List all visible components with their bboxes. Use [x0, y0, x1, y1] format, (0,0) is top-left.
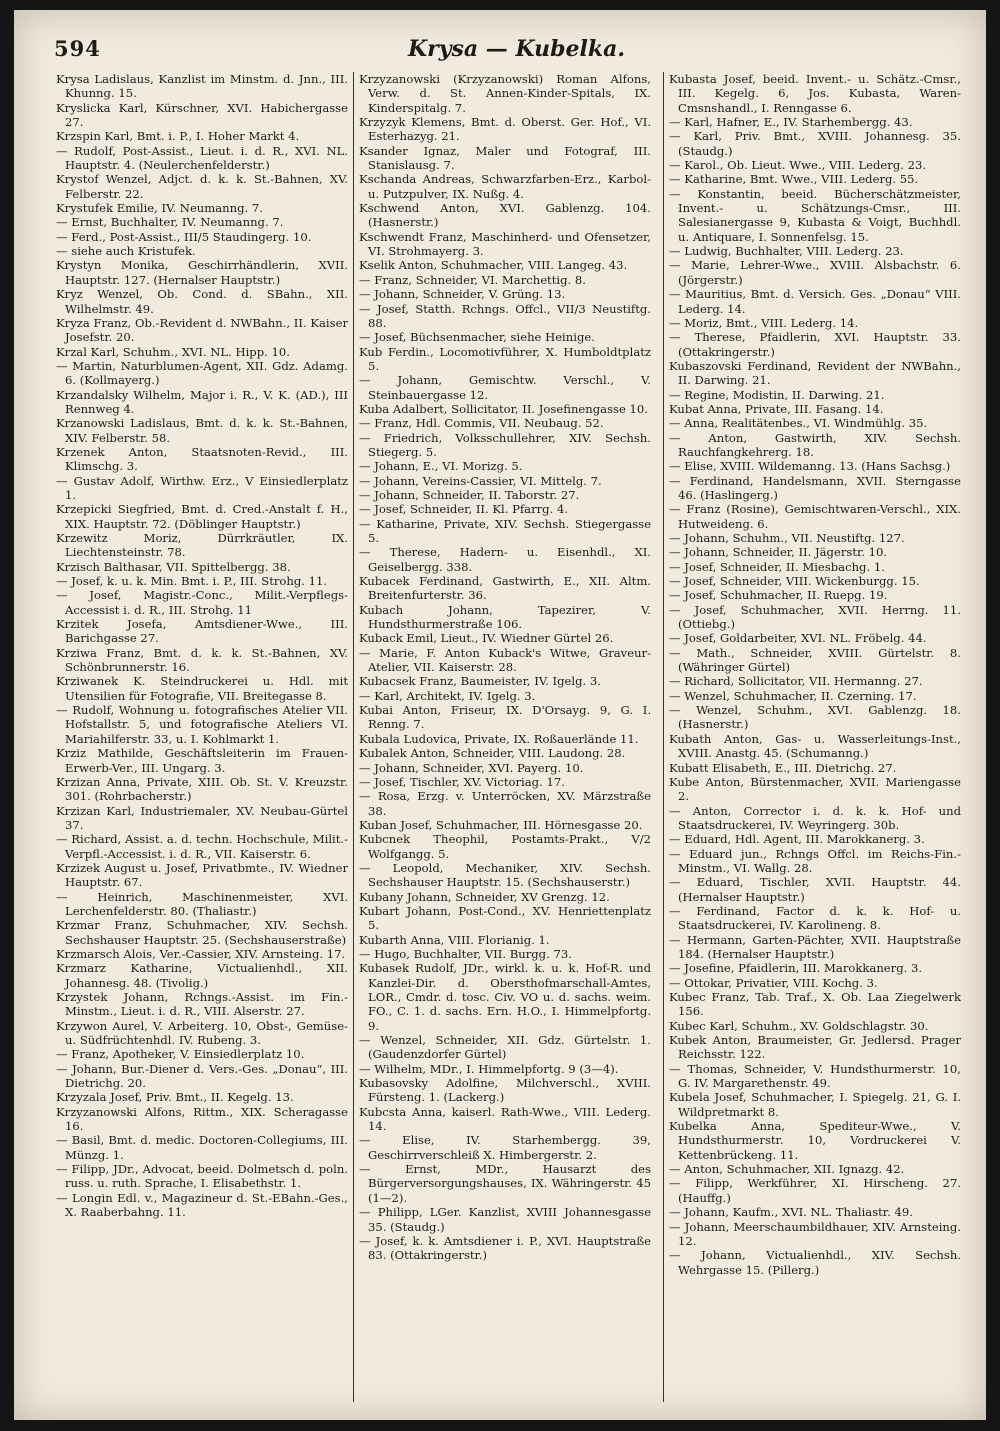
directory-columns	[56, 72, 981, 1407]
directory-entry: Kschwend Anton, XVI. Gablenzg. 104. (Hasnerstr.)	[359, 201, 651, 230]
directory-column-3	[669, 72, 961, 1407]
directory-entry: Kubacsek Franz, Baumeister, IV. Igelg. 3.	[359, 674, 601, 689]
directory-entry: — Ernst, Buchhalter, IV. Neumanng. 7.	[56, 215, 284, 230]
directory-entry: Kubai Anton, Friseur, IX. D'Orsayg. 9, G. I. Renng. 7.	[359, 703, 651, 732]
directory-entry: Kubacek Ferdinand, Gastwirth, E., XII. Altm. Breitenfurterstr. 36.	[359, 574, 651, 603]
directory-entry: — Karl, Priv. Bmt., XVIII. Johannesg. 35. (Staudg.)	[669, 129, 961, 158]
directory-entry: — Josef, Tischler, XV. Victoriag. 17.	[359, 774, 565, 789]
column-divider	[353, 72, 354, 1402]
directory-entry: Krzystek Johann, Rchngs.-Assist. im Fin.-Minstm., Lieut. i. d. R., VIII. Alserstr. 27.	[56, 990, 348, 1019]
directory-entry: — Friedrich, Volksschullehrer, XIV. Sechsh. Stiegerg. 5.	[359, 430, 651, 459]
directory-entry: Kubcsta Anna, kaiserl. Rath-Wwe., VIII. Lederg. 14.	[359, 1104, 651, 1134]
directory-entry: Krziwanek K. Steindruckerei u. Hdl. mit Utensilien für Fotografie, VII. Breitegasse 8.	[56, 674, 348, 703]
directory-entry: — Josef, Magistr.-Conc., Milit.-Verpflegs-Accessist i. d. R., III. Strohg. 11	[56, 588, 348, 617]
directory-entry: — Konstantin, beeid. Bücherschätzmeister, Invent.- u. Schätzungs-Cmsr., III. Salesianergasse 9, Kubasta & Voigt, Buchhdl. u. Antiquare, I. Sonnenfelsg. 15.	[669, 186, 961, 244]
directory-entry: Krziwa Franz, Bmt. d. k. k. St.-Bahnen, XV. Schönbrunnerstr. 16.	[56, 645, 348, 675]
directory-entry: — Johann, Meerschaumbildhauer, XIV. Arnsteing. 12.	[669, 1219, 961, 1248]
directory-entry: Krzmarz Katharine, Victualienhdl., XII. Johannesg. 48. (Tivolig.)	[56, 961, 348, 990]
directory-entry: Krzyzanowski (Krzyzanowski) Roman Alfons, Verw. d. St. Annen-Kinder-Spitals, IX. Kinderspitalg. 7.	[359, 72, 651, 115]
directory-entry: — Anton, Corrector i. d. k. k. Hof- und Staatsdruckerei, IV. Weyringerg. 30b.	[669, 803, 961, 832]
directory-entry: Krystufek Emilie, IV. Neumanng. 7.	[56, 201, 263, 216]
directory-entry: — Richard, Assist. a. d. techn. Hochschule, Milit.-Verpfl.-Accessist. i. d. R., VII. Kaiserstr. 6.	[56, 832, 348, 861]
directory-entry: — Rudolf, Wohnung u. fotografisches Atelier VII. Hofstallstr. 5, und fotografische Ateliers VI. Mariahilferstr. 33, u. I. Kohlmarkt 1.	[56, 703, 348, 746]
directory-entry: — Rudolf, Post-Assist., Lieut. i. d. R., XVI. NL. Hauptstr. 4. (Neulerchenfelderstr.)	[56, 143, 348, 173]
directory-page	[14, 10, 986, 1420]
directory-entry: — Franz, Schneider, VI. Marchettig. 8.	[359, 272, 586, 287]
directory-entry: — Johann, Schneider, II. Taborstr. 27.	[359, 487, 580, 502]
directory-entry: Kub Ferdin., Locomotivführer, X. Humboldtplatz 5.	[359, 344, 651, 373]
directory-entry: — Eduard jun., Rchngs Offcl. im Reichs-Fin.-Minstm., VI. Wallg. 28.	[669, 846, 961, 875]
directory-entry: Ksander Ignaz, Maler und Fotograf, III. Stanislausg. 7.	[359, 143, 651, 173]
directory-entry: — Josef, Schneider, II. Miesbachg. 1.	[669, 559, 885, 574]
directory-entry: Kuback Emil, Lieut., IV. Wiedner Gürtel 26.	[359, 631, 614, 646]
directory-entry: Krzmar Franz, Schuhmacher, XIV. Sechsh. Sechshauser Hauptstr. 25. (Sechshauserstraße)	[56, 918, 348, 947]
directory-entry: — Johann, Schuhm., VII. Neustiftg. 127.	[669, 531, 905, 545]
directory-entry: — Elise, XVIII. Wildemanng. 13. (Hans Sachsg.)	[669, 459, 951, 474]
directory-entry: — Josef, Büchsenmacher, siehe Heinige.	[359, 330, 595, 345]
directory-entry: — Johann, Kaufm., XVI. NL. Thaliastr. 49.	[669, 1205, 913, 1220]
directory-entry: Kubach Johann, Tapezirer, V. Hundsthurmerstraße 106.	[359, 602, 651, 632]
directory-entry: — Katharine, Private, XIV. Sechsh. Stiegergasse 5.	[359, 516, 651, 545]
directory-entry: — Therese, Pfaidlerin, XVI. Hauptstr. 33. (Ottakringerstr.)	[669, 330, 961, 359]
directory-entry: Krysa Ladislaus, Kanzlist im Minstm. d. Jnn., III. Khunng. 15.	[56, 72, 348, 101]
directory-entry: Kubart Johann, Post-Cond., XV. Henriettenplatz 5.	[359, 903, 651, 933]
directory-entry: — Mauritius, Bmt. d. Versich. Ges. „Donau“ VIII. Lederg. 14.	[669, 287, 961, 316]
directory-entry: Kubath Anton, Gas- u. Wasserleitungs-Inst., XVIII. Anastg. 45. (Schumanng.)	[669, 731, 961, 761]
directory-entry: Kubelka Anna, Spediteur-Wwe., V. Hundsthurmerstr. 10, Vordruckerei V. Kettenbrückeng. 11.	[669, 1119, 961, 1162]
directory-entry: Kubela Josef, Schuhmacher, I. Spiegelg. 21, G. I. Wildpretmarkt 8.	[669, 1090, 961, 1119]
directory-entry: Krzisch Balthasar, VII. Spittelbergg. 38.	[56, 559, 291, 574]
directory-entry: — Johann, Gemischtw. Verschl., V. Steinbauergasse 12.	[359, 373, 651, 402]
directory-entry: — Marie, Lehrer-Wwe., XVIII. Alsbachstr. 6. (Jörgerstr.)	[669, 258, 961, 287]
directory-entry: Krzal Karl, Schuhm., XVI. NL. Hipp. 10.	[56, 344, 290, 359]
directory-entry: Krzmarsch Alois, Ver.-Cassier, XIV. Arnsteing. 17.	[56, 946, 346, 961]
directory-entry: — Josef, Schneider, II. Kl. Pfarrg. 4.	[359, 502, 569, 517]
directory-entry: Kryslicka Karl, Kürschner, XVI. Habichergasse 27.	[56, 100, 348, 130]
directory-entry: — Ernst, MDr., Hausarzt des Bürgerversorgungshauses, IX. Währingerstr. 45 (1—2).	[359, 1162, 651, 1205]
directory-entry: — Philipp, LGer. Kanzlist, XVIII Johannesgasse 35. (Staudg.)	[359, 1205, 651, 1234]
directory-entry: Krzitek Josefa, Amtsdiener-Wwe., III. Barichgasse 27.	[56, 617, 348, 646]
directory-entry: Kuba Adalbert, Sollicitator, II. Josefinengasse 10.	[359, 401, 648, 416]
directory-column-2	[359, 72, 651, 1407]
directory-entry: — Heinrich, Maschinenmeister, XVI. Lerchenfelderstr. 80. (Thaliastr.)	[56, 889, 348, 918]
directory-entry: Kubec Franz, Tab. Traf., X. Ob. Laa Ziegelwerk 156.	[669, 990, 961, 1019]
directory-entry: — Johann, Schneider, V. Grüng. 13.	[359, 287, 566, 302]
directory-entry: — Josef, k. k. Amtsdiener i. P., XVI. Hauptstraße 83. (Ottakringerstr.)	[359, 1233, 651, 1263]
directory-entry: — Leopold, Mechaniker, XIV. Sechsh. Sechshauser Hauptstr. 15. (Sechshauserstr.)	[359, 860, 651, 890]
directory-entry: — Martin, Naturblumen-Agent, XII. Gdz. Adamg. 6. (Kollmayerg.)	[56, 358, 348, 388]
directory-column-1	[56, 72, 348, 1407]
directory-entry: — Wenzel, Schneider, XII. Gdz. Gürtelstr. 1. (Gaudenzdorfer Gürtel)	[359, 1033, 651, 1062]
directory-entry: Krzepicki Siegfried, Bmt. d. Cred.-Anstalt f. H., XIX. Hauptstr. 72. (Döblinger Hauptstr.)	[56, 502, 348, 531]
directory-entry: — Moriz, Bmt., VIII. Lederg. 14.	[669, 315, 859, 330]
directory-entry: Krystof Wenzel, Adjct. d. k. k. St.-Bahnen, XV. Felberstr. 22.	[56, 172, 348, 201]
directory-entry: Kubcnek Theophil, Postamts-Prakt., V/2 Wolfgangg. 5.	[359, 832, 651, 861]
directory-entry: Kubarth Anna, VIII. Florianig. 1.	[359, 932, 550, 947]
directory-entry: — Karol., Ob. Lieut. Wwe., VIII. Lederg. 23.	[669, 158, 927, 173]
directory-entry: — Ferdinand, Handelsmann, XVII. Sterngasse 46. (Haslingerg.)	[669, 473, 961, 502]
directory-entry: Krzanowski Ladislaus, Bmt. d. k. k. St.-Bahnen, XIV. Felberstr. 58.	[56, 416, 348, 445]
directory-entry: — Josef, k. u. k. Min. Bmt. i. P., III. Strohg. 11.	[56, 574, 328, 589]
directory-entry: Kubat Anna, Private, III. Fasang. 14.	[669, 401, 884, 416]
directory-entry: — Wilhelm, MDr., I. Himmelpfortg. 9 (3—4).	[359, 1061, 619, 1076]
directory-entry: — Karl, Architekt, IV. Igelg. 3.	[359, 688, 536, 703]
directory-entry: — Katharine, Bmt. Wwe., VIII. Lederg. 55.	[669, 172, 919, 187]
directory-entry: Kselik Anton, Schuhmacher, VIII. Langeg. 43.	[359, 258, 628, 273]
directory-entry: — Josef, Schuhmacher, II. Ruepg. 19.	[669, 588, 888, 603]
directory-entry: Kubany Johann, Schneider, XV Grenzg. 12.	[359, 889, 610, 904]
directory-entry: — Math., Schneider, XVIII. Gürtelstr. 8. (Währinger Gürtel)	[669, 645, 961, 675]
directory-entry: Kuban Josef, Schuhmacher, III. Hörnesgasse 20.	[359, 817, 643, 832]
directory-entry: — Johann, E., VI. Morizg. 5.	[359, 459, 523, 474]
directory-entry: — Gustav Adolf, Wirthw. Erz., V Einsiedlerplatz 1.	[56, 473, 348, 502]
directory-entry: — Marie, F. Anton Kuback's Witwe, Graveur-Atelier, VII. Kaiserstr. 28.	[359, 645, 651, 675]
directory-entry: Kubaszovski Ferdinand, Revident der NWBahn., II. Darwing. 21.	[669, 358, 961, 388]
directory-entry: — Filipp, Werkführer, XI. Hirscheng. 27. (Hauffg.)	[669, 1176, 961, 1205]
directory-entry: — Ferdinand, Factor d. k. k. Hof- u. Staatsdruckerei, IV. Karolineng. 8.	[669, 903, 961, 933]
directory-entry: — Karl, Hafner, E., IV. Starhembergg. 43.	[669, 115, 913, 130]
directory-entry: Kubec Karl, Schuhm., XV. Goldschlagstr. 30.	[669, 1018, 929, 1033]
directory-entry: — Ferd., Post-Assist., III/5 Staudingerg. 10.	[56, 229, 312, 244]
directory-entry: Krzizek August u. Josef, Privatbmte., IV. Wiedner Hauptstr. 67.	[56, 860, 348, 890]
page-header	[54, 36, 979, 66]
directory-entry: — Ludwig, Buchhalter, VIII. Lederg. 23.	[669, 244, 904, 259]
directory-entry: — Rosa, Erzg. v. Unterröcken, XV. Märzstraße 38.	[359, 789, 651, 818]
directory-entry: — Johann, Victualienhdl., XIV. Sechsh. Wehrgasse 15. (Pillerg.)	[669, 1248, 961, 1277]
directory-entry: — Ottokar, Privatier, VIII. Kochg. 3.	[669, 975, 878, 990]
directory-entry: — siehe auch Kristufek.	[56, 244, 196, 259]
directory-entry: Kschanda Andreas, Schwarzfarben-Erz., Karbol- u. Putzpulver, IX. Nußg. 4.	[359, 172, 651, 201]
directory-entry: Kryz Wenzel, Ob. Cond. d. SBahn., XII. Wilhelmstr. 49.	[56, 287, 348, 316]
directory-entry: Kubala Ludovica, Private, IX. Roßauerlände 11.	[359, 731, 639, 746]
directory-entry: — Wenzel, Schuhmacher, II. Czerning. 17.	[669, 688, 917, 703]
directory-entry: Krzenek Anton, Staatsnoten-Revid., III. Klimschg. 3.	[56, 444, 348, 474]
directory-entry: Krzyzyk Klemens, Bmt. d. Oberst. Ger. Hof., VI. Esterhazyg. 21.	[359, 115, 651, 144]
directory-entry: — Richard, Sollicitator, VII. Hermanng. 27.	[669, 674, 923, 689]
directory-entry: Krzandalsky Wilhelm, Major i. R., V. K. (AD.), III Rennweg 4.	[56, 387, 348, 416]
directory-entry: — Filipp, JDr., Advocat, beeid. Dolmetsch d. poln. russ. u. ruth. Sprache, I. Elisabethstr. 1.	[56, 1162, 348, 1191]
directory-entry: Kubasta Josef, beeid. Invent.- u. Schätz.-Cmsr., III. Kegelg. 6, Jos. Kubasta, Waren-Cmsnshandl., I. Renngasse 6.	[669, 72, 961, 115]
running-head: Krysa — Kubelka.	[408, 36, 625, 62]
directory-entry: Kubek Anton, Braumeister, Gr. Jedlersd. Prager Reichsstr. 122.	[669, 1033, 961, 1062]
directory-entry: Kubasovsky Adolfine, Milchverschl., XVIII. Fürsteng. 1. (Lackerg.)	[359, 1076, 651, 1105]
directory-entry: Krzyzanowski Alfons, Rittm., XIX. Scheragasse 16.	[56, 1104, 348, 1134]
directory-entry: — Johann, Bur.-Diener d. Vers.-Ges. „Donau“, III. Dietrichg. 20.	[56, 1061, 348, 1091]
directory-entry: — Franz, Apotheker, V. Einsiedlerplatz 10.	[56, 1047, 305, 1062]
directory-entry: Krzewitz Moriz, Dürrkräutler, IX. Liechtensteinstr. 78.	[56, 531, 348, 560]
directory-entry: — Wenzel, Schuhm., XVI. Gablenzg. 18. (Hasnerstr.)	[669, 703, 961, 732]
directory-entry: — Franz, Hdl. Commis, VII. Neubaug. 52.	[359, 416, 604, 431]
directory-entry: Krzizan Karl, Industriemaler, XV. Neubau-Gürtel 37.	[56, 803, 348, 832]
directory-entry: Kubalek Anton, Schneider, VIII. Laudong. 28.	[359, 746, 626, 761]
directory-entry: — Eduard, Hdl. Agent, III. Marokkanerg. 3.	[669, 832, 925, 847]
directory-entry: — Johann, Schneider, II. Jägerstr. 10.	[669, 545, 888, 560]
directory-entry: — Hugo, Buchhalter, VII. Burgg. 73.	[359, 946, 572, 961]
directory-entry: Kschwendt Franz, Maschinherd- und Ofensetzer, VI. Strohmayerg. 3.	[359, 229, 651, 259]
directory-entry: — Josef, Statth. Rchngs. Offcl., VII/3 Neustiftg. 88.	[359, 301, 651, 330]
directory-entry: Kube Anton, Bürstenmacher, XVII. Mariengasse 2.	[669, 774, 961, 804]
directory-entry: — Regine, Modistin, II. Darwing. 21.	[669, 387, 885, 402]
directory-entry: Krziz Mathilde, Geschäftsleiterin im Frauen-Erwerb-Ver., III. Ungarg. 3.	[56, 746, 348, 775]
directory-entry: — Josef, Schuhmacher, XVII. Herrng. 11. (Ottiebg.)	[669, 602, 961, 632]
directory-entry: — Josef, Goldarbeiter, XVI. NL. Fröbelg. 44.	[669, 631, 927, 646]
directory-entry: — Anton, Schuhmacher, XII. Ignazg. 42.	[669, 1162, 905, 1177]
directory-entry: — Therese, Hadern- u. Eisenhdl., XI. Geiselbergg. 338.	[359, 545, 651, 574]
directory-entry: Kubasek Rudolf, JDr., wirkl. k. u. k. Hof-R. und Kanzlei-Dir. d. Obersthofmarschall-Amtes, LOR., Cmdr. d. tosc. Civ. VO u. d. sachs. weim. FO., C. 1. d. sachs. Ern. H.O., I. Himmelpfortg. 9.	[359, 961, 651, 1033]
directory-entry: — Thomas, Schneider, V. Hundsthurmerstr. 10, G. IV. Margarethenstr. 49.	[669, 1061, 961, 1091]
directory-entry: Krystyn Monika, Geschirrhändlerin, XVII. Hauptstr. 127. (Hernalser Hauptstr.)	[56, 258, 348, 287]
directory-entry: — Josef, Schneider, VIII. Wickenburgg. 15.	[669, 574, 920, 589]
directory-entry: Krzywon Aurel, V. Arbeiterg. 10, Obst-, Gemüse- u. Südfrüchtenhdl. IV. Rubeng. 3.	[56, 1018, 348, 1048]
directory-entry: Kubatt Elisabeth, E., III. Dietrichg. 27.	[669, 760, 897, 775]
directory-entry: — Josefine, Pfaidlerin, III. Marokkanerg. 3.	[669, 961, 923, 976]
directory-entry: Krzspin Karl, Bmt. i. P., I. Hoher Markt 4.	[56, 129, 300, 144]
directory-entry: — Johann, Vereins-Cassier, VI. Mittelg. 7.	[359, 473, 602, 488]
directory-entry: — Franz (Rosine), Gemischtwaren-Verschl., XIX. Hutweideng. 6.	[669, 502, 961, 531]
column-divider	[663, 72, 664, 1402]
directory-entry: — Johann, Schneider, XVI. Payerg. 10.	[359, 760, 584, 775]
directory-entry: — Eduard, Tischler, XVII. Hauptstr. 44. (Hernalser Hauptstr.)	[669, 875, 961, 904]
directory-entry: — Anna, Realitätenbes., VI. Windmühlg. 35.	[669, 416, 928, 431]
directory-entry: — Basil, Bmt. d. medic. Doctoren-Collegiums, III. Münzg. 1.	[56, 1133, 348, 1162]
page-number: 594	[54, 36, 101, 61]
directory-entry: — Longin Edl. v., Magazineur d. St.-EBahn.-Ges., X. Raaberbahng. 11.	[56, 1190, 348, 1220]
directory-entry: — Anton, Gastwirth, XIV. Sechsh. Rauchfangkehrerg. 18.	[669, 430, 961, 459]
directory-entry: — Elise, IV. Starhembergg. 39, Geschirrverschleiß X. Himbergerstr. 2.	[359, 1133, 651, 1162]
directory-entry: — Hermann, Garten-Pächter, XVII. Hauptstraße 184. (Hernalser Hauptstr.)	[669, 932, 961, 961]
directory-entry: Krzyzala Josef, Priv. Bmt., II. Kegelg. 13.	[56, 1090, 294, 1105]
directory-entry: Kryza Franz, Ob.-Revident d. NWBahn., II. Kaiser Josefstr. 20.	[56, 315, 348, 345]
directory-entry: Krzizan Anna, Private, XIII. Ob. St. V. Kreuzstr. 301. (Rohrbacherstr.)	[56, 774, 348, 804]
